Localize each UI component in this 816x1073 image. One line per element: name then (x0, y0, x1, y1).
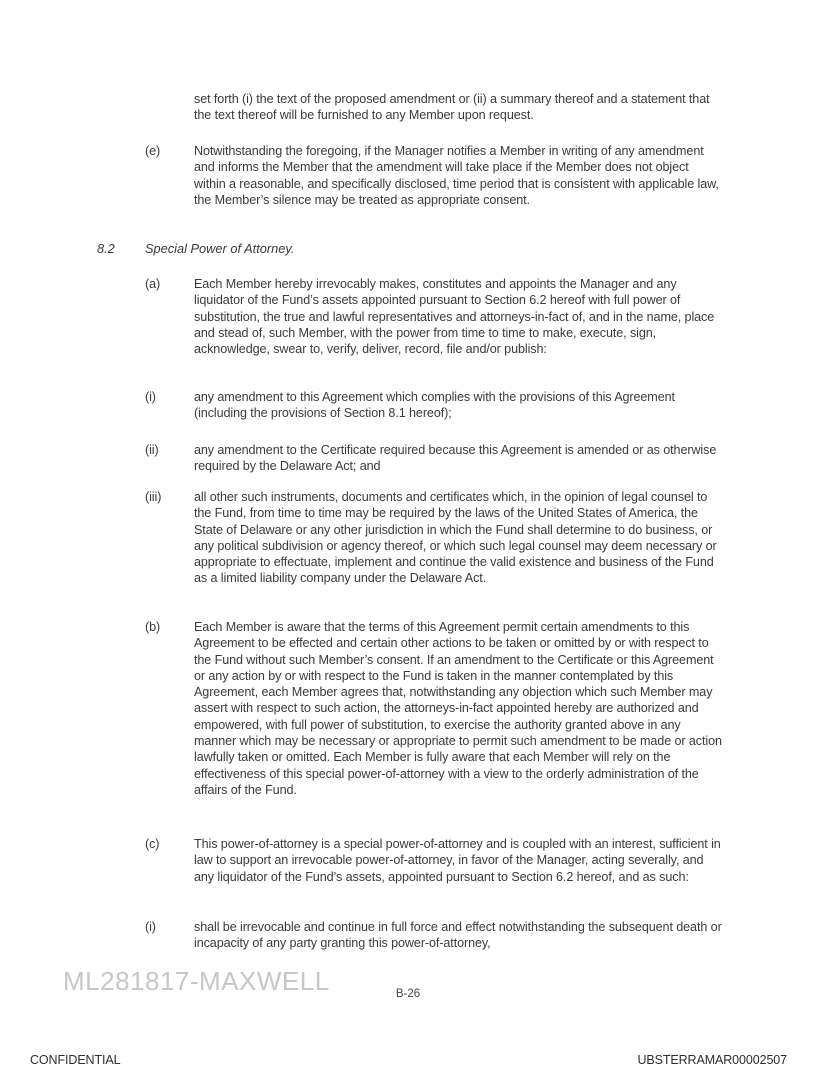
paragraph-text: set forth (i) the text of the proposed amendment or (ii) a summary thereof and a statement that the text thereof will be furnished to any Member upon request. (194, 92, 710, 123)
paragraph-label: (iii) (145, 490, 162, 504)
paragraph-b (145, 619, 722, 798)
paragraph-e (145, 143, 722, 208)
page-footer (30, 1053, 787, 1067)
section-number: 8.2 (97, 241, 115, 256)
paragraph-text: Each Member hereby irrevocably makes, constitutes and appoints the Manager and any liquidator of the Fund’s assets appointed pursuant to Section 6.2 hereof with full power of substitution, the true and lawful representatives and attorneys-in-fact of, and in the name, place and stead of, such Member, with the power from time to time to make, execute, sign, acknowledge, swear to, verify, deliver, record, file and/or publish: (194, 277, 715, 357)
paragraph-text: any amendment to this Agreement which complies with the provisions of this Agreement (including the provisions of Section 8.1 hereof); (194, 390, 675, 421)
footer-bates-number: UBSTERRAMAR00002507 (637, 1053, 787, 1067)
section-heading-8-2 (97, 241, 294, 257)
paragraph-continuation (194, 91, 722, 124)
watermark: ML281817-MAXWELL (63, 966, 330, 996)
paragraph-text: This power-of-attorney is a special power-of-attorney and is coupled with an interest, sufficient in law to support an irrevocable power-of-attorney, in favor of the Manager, acting severally, and any liquidator of the Fund’s assets, appointed pursuant to Section 6.2 hereof, and as such: (194, 837, 721, 884)
paragraph-iii (145, 489, 722, 587)
paragraph-i (145, 389, 722, 422)
paragraph-label: (ii) (145, 443, 159, 457)
page-number: B-26 (395, 988, 421, 1000)
paragraph-label: (a) (145, 277, 161, 291)
paragraph-text: Each Member is aware that the terms of this Agreement permit certain amendments to this Agreement to be effected and certain other actions to be taken or omitted by or with respect to the Fund without such Member’s consent. If an amendment to the Certificate or this Agreement or any action by or with respect to the Fund is taken in the manner contemplated by this Agreement, each Member agrees that, notwithstanding any objection which such Member may assert with respect to such action, the attorneys-in-fact appointed hereby are authorized and empowered, with full power of substitution, to exercise the authority granted above in any manner which may be necessary or appropriate to permit such amendment to be made or action lawfully taken or omitted. Each Member is fully aware that each Member will rely on the effectiveness of this special power-of-attorney with a view to the orderly administration of the affairs of the Fund. (194, 620, 722, 797)
paragraph-c-i (145, 919, 722, 952)
paragraph-text: Notwithstanding the foregoing, if the Manager notifies a Member in writing of any amendment and informs the Member that the amendment will take place if the Member does not object within a reasonable, and specifically disclosed, time period that is consistent with applicable law, the Member’s silence may be treated as appropriate consent. (194, 144, 719, 207)
paragraph-label: (e) (145, 144, 161, 158)
paragraph-text: all other such instruments, documents and certificates which, in the opinion of legal counsel to the Fund, from time to time may be required by the laws of the United States of America, the State of Delaware or any other jurisdiction in which the Fund shall determine to do business, or any political subdivision or agency thereof, or which such legal counsel may deem necessary or appropriate to effectuate, implement and continue the valid existence and business of the Fund as a limited liability company under the Delaware Act. (194, 490, 717, 586)
paragraph-label: (i) (145, 920, 156, 934)
footer-confidential-label: CONFIDENTIAL (30, 1053, 121, 1067)
paragraph-label: (i) (145, 390, 156, 404)
paragraph-text: any amendment to the Certificate required because this Agreement is amended or as otherwise required by the Delaware Act; and (194, 443, 717, 474)
paragraph-label: (c) (145, 837, 160, 851)
paragraph-a (145, 276, 722, 357)
section-title: Special Power of Attorney. (145, 241, 295, 256)
paragraph-text: shall be irrevocable and continue in full force and effect notwithstanding the subsequent death or incapacity of any party granting this power-of-attorney, (194, 920, 722, 951)
paragraph-label: (b) (145, 620, 161, 634)
paragraph-c (145, 836, 722, 885)
paragraph-ii (145, 442, 722, 475)
